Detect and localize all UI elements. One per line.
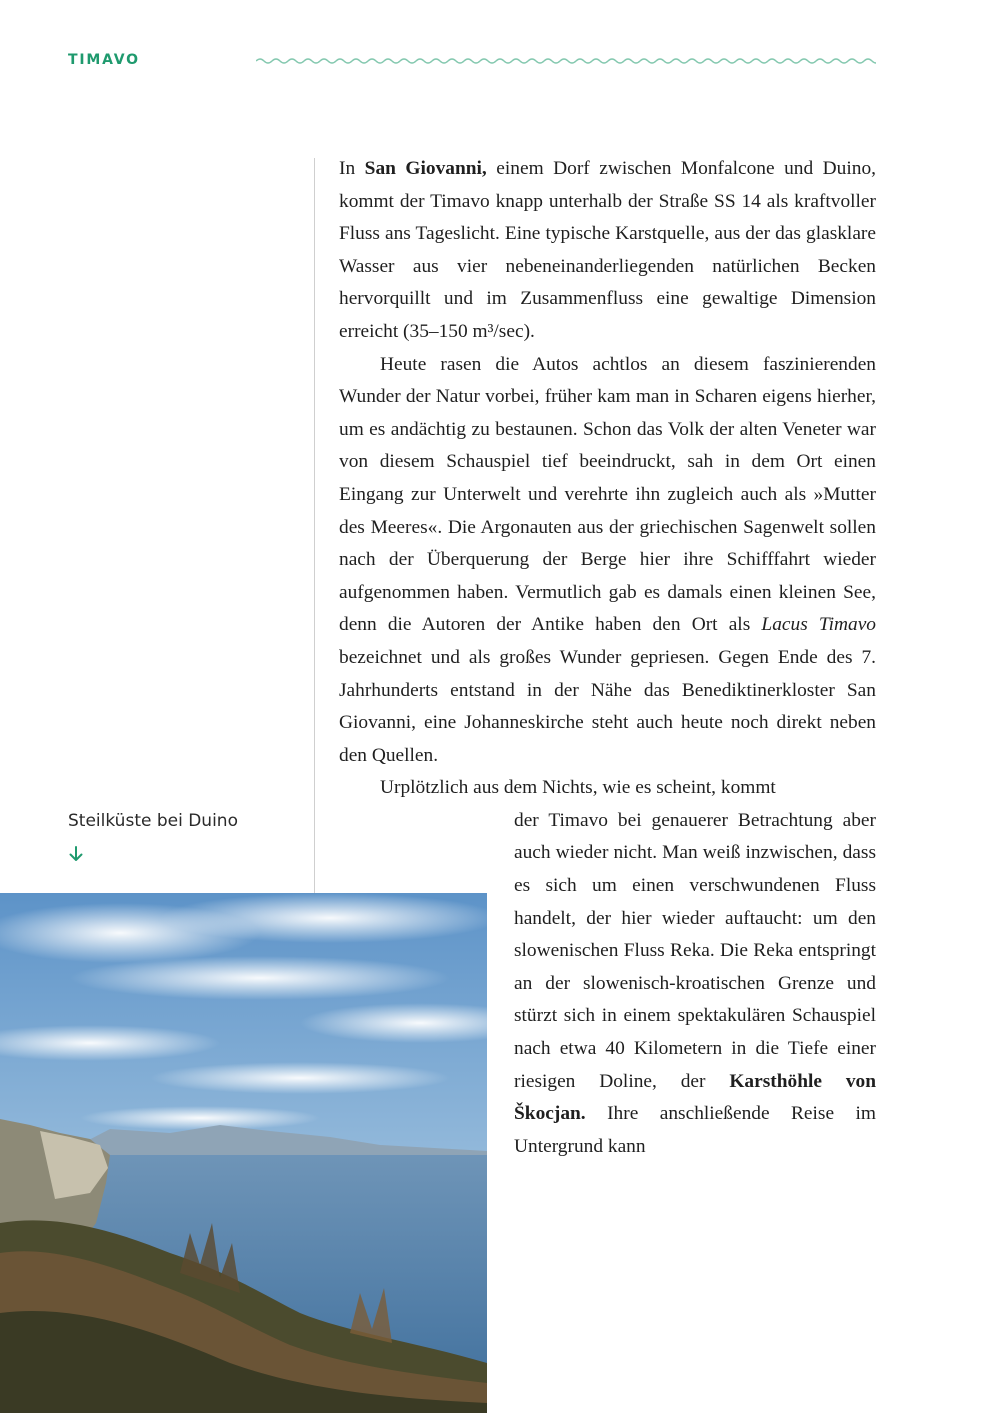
p3-text-b: Ihre anschließende Reise im Untergrund kann — [514, 1103, 876, 1157]
p1-text: einem Dorf zwischen Monfalcone und Duino, kommt der Timavo knapp unterhalb der Straße SS 14 als kraftvoller Fluss ans Tageslicht. Eine typische Karstquelle, aus der das glasklare Wasser aus vier nebeneinanderliegenden natürlichen Becken hervorquillt und im Zusammenfluss eine gewaltige Dimension erreicht (35–150 m³/sec). — [339, 158, 876, 342]
paragraph-2 — [339, 349, 876, 773]
place-name-san-giovanni: San Giovanni, — [364, 158, 487, 179]
paragraph-3-first-line: Urplötzlich aus dem Nichts, wie es scheint, kommt — [380, 777, 776, 799]
paragraph-1 — [339, 153, 876, 349]
p3-text-a: der Timavo bei genauerer Betrachtung aber auch wieder nicht. Man weiß inzwischen, dass es sich um einen verschwundenen Fluss handelt, der hier wieder auftaucht: um den slowenischen Fluss Reka. Die Reka entspringt an der slowenisch-kroatischen Grenze und stürzt sich in einem spektakulären Schauspiel nach etwa 40 Kilometern in die Tiefe einer riesigen Doline, der — [514, 809, 876, 1092]
photo-caption: Steilküste bei Duino — [68, 811, 238, 831]
vertical-rule — [314, 158, 315, 893]
lacus-timavo: Lacus Timavo — [761, 614, 876, 636]
photo-wrap-spacer — [339, 805, 514, 1245]
running-head: TIMAVO — [68, 52, 140, 68]
article-body — [339, 153, 876, 1245]
arrow-down-icon — [68, 845, 84, 863]
p1-intro: In — [339, 158, 365, 179]
wave-divider — [256, 54, 876, 68]
karsthoehle-skocjan: Karsthöhle von Škocjan. — [514, 1070, 876, 1125]
p2-text-b: bezeichnet und als großes Wunder gepriesen. Gegen Ende des 7. Jahrhunderts entstand in der Nähe das Benediktinerkloster San Giovanni, eine Johanneskirche steht auch heute noch direkt neben den Quellen. — [339, 646, 876, 766]
p2-text-a: Heute rasen die Autos achtlos an diesem faszinierenden Wunder der Natur vorbei, früher kam man in Scharen eigens hierher, um es andächtig zu bestaunen. Schon das Volk der alten Veneter war von diesem Schauspiel tief beeindruckt, sah in dem Ort einen Eingang zur Unterwelt und verehrte ihn zugleich auch als »Mutter des Meeres«. Die Argonauten aus der griechischen Sagenwelt sollen nach der Überquerung der Berge hier ihre Schifffahrt wieder aufgenommen haben. Vermutlich gab es damals einen kleinen See, denn die Autoren der Antike haben den Ort als — [339, 353, 876, 636]
